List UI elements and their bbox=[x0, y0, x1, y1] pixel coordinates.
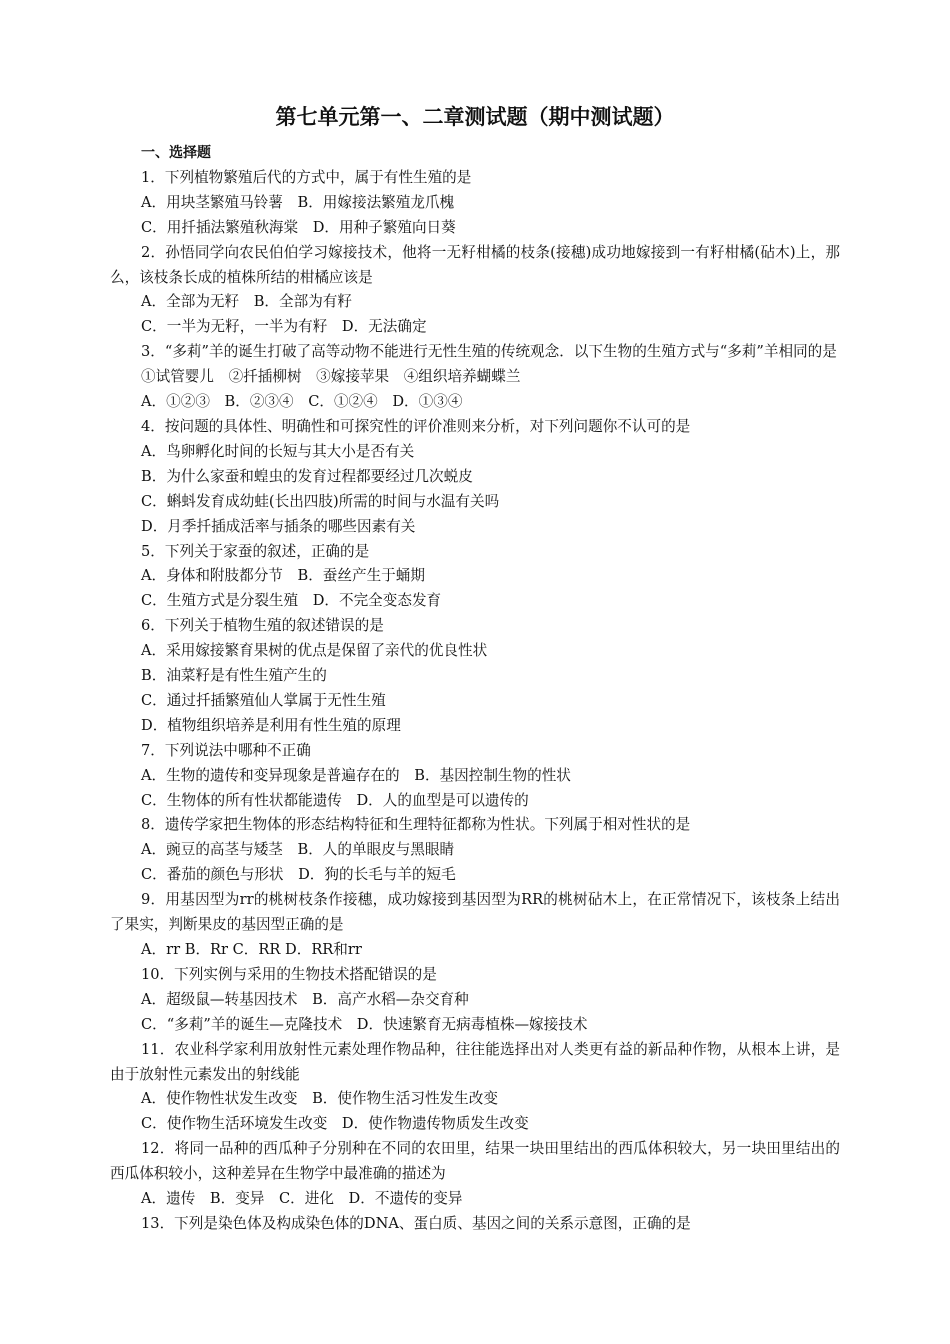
text-line: 5．下列关于家蚕的叙述，正确的是 bbox=[141, 542, 370, 560]
text-line: 8．遗传学家把生物体的形态结构特征和生理特征都称为性状。下列属于相对性状的是 bbox=[141, 816, 691, 834]
text-line: C．生物体的所有性状都能遗传 D．人的血型是可以遗传的 bbox=[141, 791, 529, 809]
text-line: 1．下列植物繁殖后代的方式中，属于有性生殖的是 bbox=[141, 168, 472, 186]
text-line: A．使作物性状发生改变 B．使作物生活习性发生改变 bbox=[141, 1090, 498, 1108]
text-line: C．生殖方式是分裂生殖 D．不完全变态发育 bbox=[141, 592, 442, 610]
text-line: 10．下列实例与采用的生物技术搭配错误的是 bbox=[141, 965, 437, 983]
text-line: A．①②③ B．②③④ C．①②④ D．①③④ bbox=[141, 393, 463, 411]
text-line: B．油菜籽是有性生殖产生的 bbox=[141, 667, 327, 685]
text-line: D．月季扦插成活率与插条的哪些因素有关 bbox=[141, 517, 416, 535]
text-line: A．rr B．Rr C．RR D．RR和rr bbox=[141, 941, 362, 958]
text-line: C．使作物生活环境发生改变 D．使作物遗传物质发生改变 bbox=[141, 1115, 529, 1133]
text-line: 7．下列说法中哪种不正确 bbox=[141, 741, 311, 759]
text-line: A．用块茎繁殖马铃薯 B．用嫁接法繁殖龙爪槐 bbox=[141, 193, 455, 211]
text-line: A．鸟卵孵化时间的长短与其大小是否有关 bbox=[141, 442, 415, 460]
text-line: C．番茄的颜色与形状 D．狗的长毛与羊的短毛 bbox=[141, 866, 456, 884]
text-line: A．超级鼠—转基因技术 B．高产水稻—杂交育种 bbox=[141, 990, 469, 1008]
text-line: ①试管婴儿 ②扦插柳树 ③嫁接苹果 ④组织培养蝴蝶兰 bbox=[141, 368, 521, 386]
text-line: A．采用嫁接繁育果树的优点是保留了亲代的优良性状 bbox=[141, 642, 488, 660]
text-line: 4．按问题的具体性、明确性和可探究性的评价准则来分析，对下列问题你不认可的是 bbox=[141, 417, 691, 435]
text-line: 6．下列关于植物生殖的叙述错误的是 bbox=[141, 617, 384, 635]
text-line: C．通过扦插繁殖仙人掌属于无性生殖 bbox=[141, 691, 386, 709]
text-line: 11．农业科学家利用放射性元素处理作物品种，往往能选择出对人类更有益的新品种作物，从根本上讲，是由于放射性元素发出的射线能 bbox=[110, 1040, 840, 1083]
page-title: 第七单元第一、二章测试题（期中测试题） bbox=[275, 105, 675, 129]
text-line: A．身体和附肢都分节 B．蚕丝产生于蛹期 bbox=[141, 567, 425, 585]
text-line: A．生物的遗传和变异现象是普遍存在的 B．基因控制生物的性状 bbox=[141, 766, 571, 784]
text-line: 2．孙悟同学向农民伯伯学习嫁接技术，他将一无籽柑橘的枝条(接穗)成功地嫁接到一有籽柑橘(砧木)上，那么，该枝条长成的植株所结的柑橘应该是 bbox=[110, 243, 840, 286]
text-line: C．一半为无籽，一半为有籽 D．无法确定 bbox=[141, 318, 427, 336]
question-list bbox=[110, 141, 840, 1237]
text-line: A．全部为无籽 B．全部为有籽 bbox=[141, 293, 352, 311]
section-heading: 一、选择题 bbox=[141, 145, 211, 161]
text-line: 9．用基因型为rr的桃树枝条作接穗，成功嫁接到基因型为RR的桃树砧木上，在正常情况下，该枝条上结出了果实，判断果皮的基因型正确的是 bbox=[110, 891, 840, 934]
text-line: C．“多莉”羊的诞生—克隆技术 D．快速繁育无病毒植株—嫁接技术 bbox=[141, 1015, 588, 1033]
text-line: 13．下列是染色体及构成染色体的DNA、蛋白质、基因之间的关系示意图，正确的是 bbox=[141, 1214, 691, 1232]
text-line: A．遗传 B．变异 C．进化 D．不遗传的变异 bbox=[141, 1190, 463, 1208]
text-line: C．用扦插法繁殖秋海棠 D．用种子繁殖向日葵 bbox=[141, 218, 456, 236]
text-line: 12．将同一品种的西瓜种子分别种在不同的农田里，结果一块田里结出的西瓜体积较大，另一块田里结出的西瓜体积较小，这种差异在生物学中最准确的描述为 bbox=[110, 1140, 840, 1183]
text-line: D．植物组织培养是利用有性生殖的原理 bbox=[141, 716, 401, 734]
text-line: A．豌豆的高茎与矮茎 B．人的单眼皮与黑眼睛 bbox=[141, 841, 455, 859]
text-line: 3．“多莉”羊的诞生打破了高等动物不能进行无性生殖的传统观念．以下生物的生殖方式与“多莉”羊相同的是 bbox=[141, 343, 837, 361]
text-line: C．蝌蚪发育成幼蛙(长出四肢)所需的时间与水温有关吗 bbox=[141, 492, 500, 510]
text-line: B．为什么家蚕和蝗虫的发育过程都要经过几次蜕皮 bbox=[141, 467, 473, 485]
